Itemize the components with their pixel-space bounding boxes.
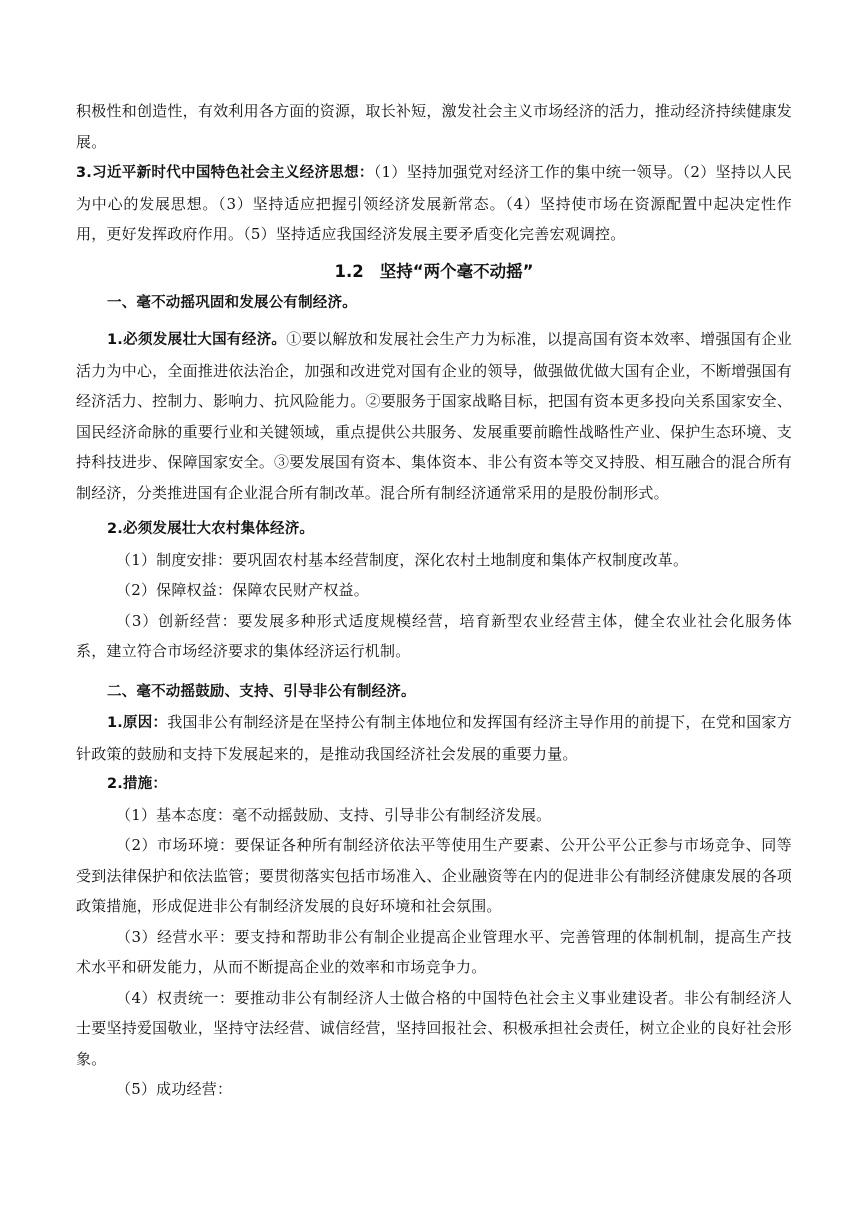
section-number: 1.2 xyxy=(334,261,364,281)
part1-item1-text: ①要以解放和发展社会生产力为标准，以提高国有资本效率、增强国有企业活力为中心，全面推进依法治企，加强和改进党对国有企业的领导，做强做优做大国有企业，不断增强国有经济活力、控制力、影响力、抗风险能力。②要服务于国家战略目标，把国有资本更多投向关系国家安全、国民经济命脉的重要行业和关键领域，重点提供公共服务、发展重要前瞻性战略性产业、保护生态环境、支持科技进步、保障国家安全。③要发展国有资本、集体资本、非公有资本等交叉持股、相互融合的混合所有制经济，分类推进国有企业混合所有制改革。混合所有制经济通常采用的是股份制形式。 xyxy=(76,330,792,502)
section-title-text: 坚持“两个毫不动摇” xyxy=(379,261,534,281)
point-3-paragraph xyxy=(76,157,792,250)
point-3-text: （1）坚持加强党对经济工作的集中统一领导。（2）坚持以人民为中心的发展思想。（3）坚持适应把握引领经济发展新常态。（4）坚持使市场在资源配置中起决定性作用，更好发挥政府作用。（5）坚持适应我国经济发展主要矛盾变化完善宏观调控。 xyxy=(76,163,792,243)
part1-item2-point-1: （1）制度安排：要巩固农村基本经营制度，深化农村土地制度和集体产权制度改革。 xyxy=(116,550,689,569)
part1-item2-point-2: （2）保障权益：保障农民财产权益。 xyxy=(116,581,369,599)
part2-measure-1: （1）基本态度：毫不动摇鼓励、支持、引导非公有制经济发展。 xyxy=(116,805,552,824)
part1-item2-label: 2.必须发展壮大农村集体经济。 xyxy=(107,521,315,537)
part1-item1 xyxy=(76,324,792,508)
section-title xyxy=(76,258,792,282)
part2-measure-3: （3）经营水平：要支持和帮助非公有制企业提高企业管理水平、完善管理的体制机制，提高生产技术水平和研发能力，从而不断提高企业的效率和市场竞争力。 xyxy=(76,927,792,976)
part2-reason xyxy=(76,707,792,769)
part2-measure-4: （4）权责统一：要推动非公有制经济人士做合格的中国特色社会主义事业建设者。非公有制经济人士要坚持爱国敬业，坚持守法经营、诚信经营，坚持回报社会、积极承担社会责任，树立企业的良好社会形象。 xyxy=(76,988,792,1068)
part2-measure-2: （2）市场环境：要保证各种所有制经济依法平等使用生产要素、公开公平公正参与市场竞争、同等受到法律保护和依法监管；要贯彻落实包括市场准入、企业融资等在内的促进非公有制经济健康发展的各项政策措施，形成促进非公有制经济发展的良好环境和社会氛围。 xyxy=(76,836,792,915)
part2-measure-5: （5）成功经营： xyxy=(116,1080,233,1098)
intro-continuation: 积极性和创造性，有效利用各方面的资源，取长补短，激发社会主义市场经济的活力，推动经济持续健康发展。 xyxy=(76,102,792,151)
part1-item1-label: 1.必须发展壮大国有经济。 xyxy=(107,332,287,348)
part1-item2-point-3: （3）创新经营：要发展多种形式适度规模经营，培育新型农业经营主体，健全农业社会化服务体系，建立符合市场经济要求的集体经济运行机制。 xyxy=(76,611,792,660)
point-3-label: 3.习近平新时代中国特色社会主义经济思想： xyxy=(76,165,374,181)
part1-heading: 一、毫不动摇巩固和发展公有制经济。 xyxy=(107,294,357,311)
part2-reason-label: 1.原因： xyxy=(107,715,168,731)
part2-reason-text: 我国非公有制经济是在坚持公有制主体地位和发挥国有经济主导作用的前提下，在党和国家方针政策的鼓励和支持下发展起来的，是推动我国经济社会发展的重要力量。 xyxy=(76,713,792,763)
part2-measures-label: 2.措施： xyxy=(107,776,168,792)
part2-heading: 二、毫不动摇鼓励、支持、引导非公有制经济。 xyxy=(107,683,416,700)
